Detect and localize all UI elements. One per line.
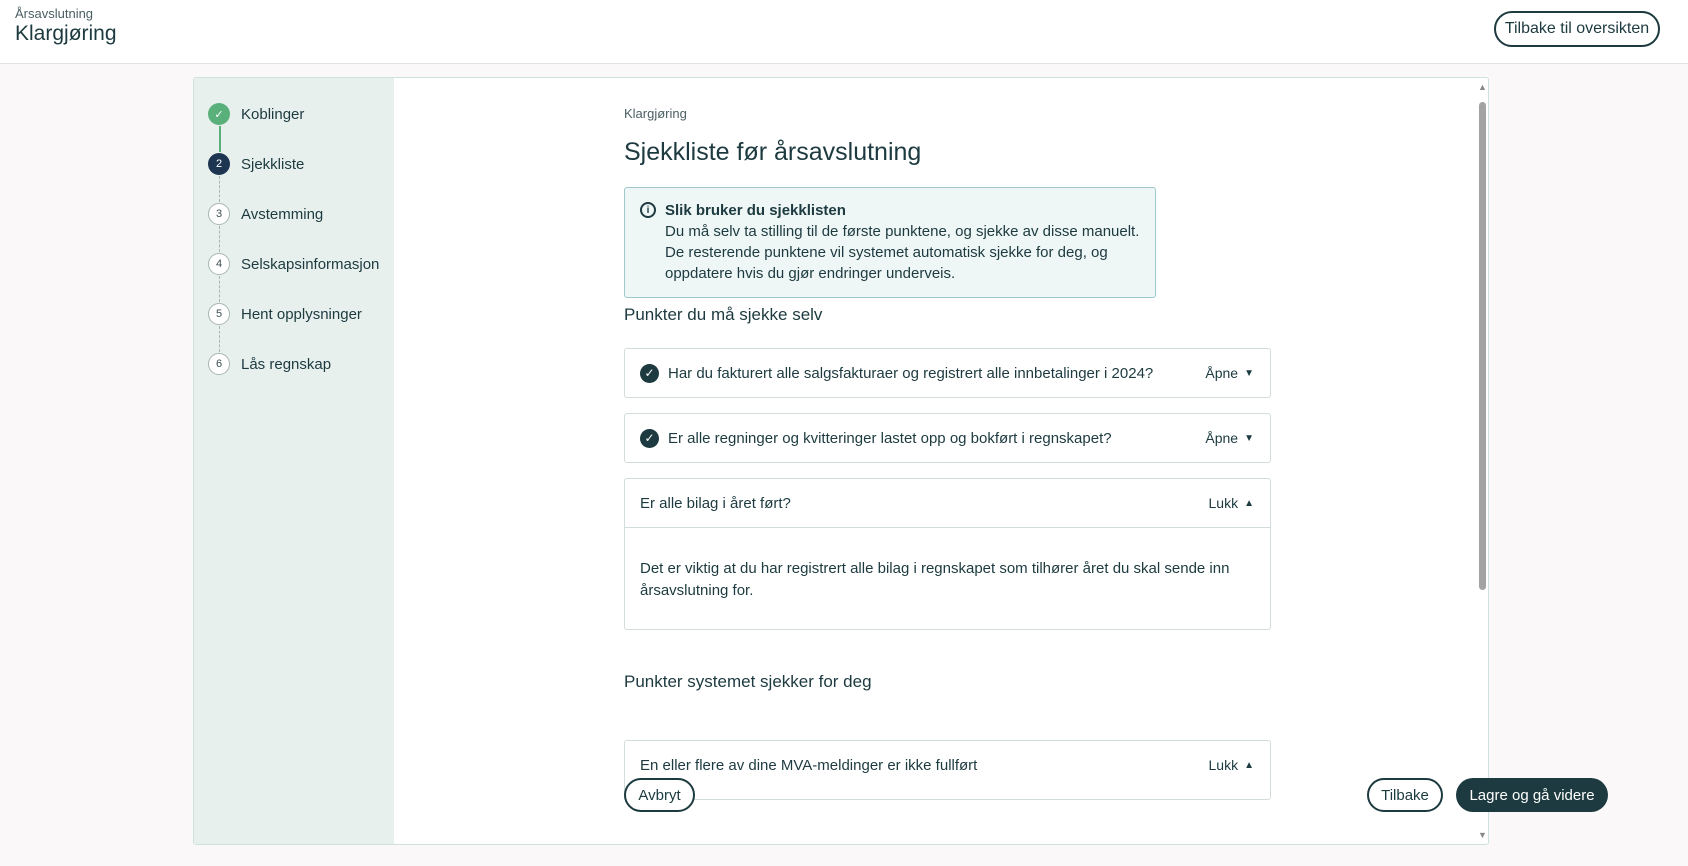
main-content xyxy=(394,78,1469,774)
checklist-item-header[interactable] xyxy=(625,414,1270,462)
scroll-up-icon[interactable]: ▲ xyxy=(1478,82,1487,92)
breadcrumb[interactable]: Årsavslutning xyxy=(15,6,94,21)
step-label: Hent opplysninger xyxy=(241,305,362,323)
wizard-card xyxy=(193,77,1595,845)
step-label: Avstemming xyxy=(241,205,324,223)
top-bar xyxy=(0,0,1688,64)
checklist-item-expanded xyxy=(624,478,1271,630)
info-icon: i xyxy=(640,202,656,218)
checklist-item-body: Det er viktig at du har registrert alle bilag i regnskapet som tilhører året du skal sende inn årsavslutning for. xyxy=(625,527,1270,629)
step-label: Sjekkliste xyxy=(241,155,305,173)
cancel-button[interactable]: Avbryt xyxy=(624,778,695,812)
info-title: Slik bruker du sjekklisten xyxy=(665,202,846,219)
step-connector xyxy=(219,276,220,302)
collapse-toggle[interactable] xyxy=(1209,495,1254,511)
checkmark-icon: ✓ xyxy=(208,103,230,125)
step-label: Koblinger xyxy=(241,105,305,123)
step-selskapsinformasjon[interactable] xyxy=(208,252,379,276)
step-las-regnskap[interactable] xyxy=(208,352,331,376)
expand-toggle[interactable] xyxy=(1205,430,1254,446)
step-sidebar xyxy=(194,78,394,844)
step-avstemming[interactable] xyxy=(208,202,323,226)
chevron-up-icon: ▲ xyxy=(1244,759,1254,771)
checklist-question: En eller flere av dine MVA-meldinger er ikke fullført xyxy=(640,756,978,774)
step-koblinger[interactable] xyxy=(208,102,304,126)
step-label: Lås regnskap xyxy=(241,355,332,373)
scrollbar-thumb[interactable] xyxy=(1479,102,1486,590)
chevron-down-icon: ▼ xyxy=(1244,367,1254,379)
step-sjekkliste[interactable] xyxy=(208,152,304,176)
checklist-question: Er alle regninger og kvitteringer lastet opp og bokført i regnskapet? xyxy=(668,429,1112,447)
wizard-footer xyxy=(394,768,1595,846)
step-connector xyxy=(219,326,220,352)
step-label: Selskapsinformasjon xyxy=(241,255,380,273)
step-hent-opplysninger[interactable] xyxy=(208,302,362,326)
save-and-continue-button[interactable]: Lagre og gå videre xyxy=(1456,778,1608,812)
manual-section-title: Punkter du må sjekke selv xyxy=(624,305,823,324)
back-to-overview-button[interactable]: Tilbake til oversikten xyxy=(1494,11,1660,47)
info-text: Du må selv ta stilling til de første punktene, og sjekke av disse manuelt. De resterende punktene vil systemet automatisk sjekke for deg, og oppdatere hvis du gjør endringer underveis. xyxy=(665,223,1140,282)
checklist-item xyxy=(624,413,1271,463)
scroll-down-icon[interactable]: ▼ xyxy=(1478,830,1487,840)
info-box xyxy=(624,187,1156,298)
step-number: 6 xyxy=(208,353,230,375)
chevron-down-icon: ▼ xyxy=(1244,432,1254,444)
content-title: Sjekkliste før årsavslutning xyxy=(624,138,922,166)
back-button[interactable]: Tilbake xyxy=(1367,778,1443,812)
step-number: 5 xyxy=(208,303,230,325)
checklist-question: Er alle bilag i året ført? xyxy=(640,494,791,512)
system-section-title: Punkter systemet sjekker for deg xyxy=(624,672,872,691)
checklist-item xyxy=(624,348,1271,398)
toggle-label: Lukk xyxy=(1208,757,1239,773)
content-breadcrumb: Klargjøring xyxy=(624,106,687,121)
step-number: 3 xyxy=(208,203,230,225)
toggle-label: Lukk xyxy=(1208,495,1239,511)
step-number: 2 xyxy=(208,153,230,175)
step-connector xyxy=(219,226,220,252)
checkmark-icon[interactable]: ✓ xyxy=(640,429,659,448)
chevron-up-icon: ▲ xyxy=(1244,497,1254,509)
page-title: Klargjøring xyxy=(15,22,117,45)
toggle-label: Åpne xyxy=(1205,365,1239,381)
scrollbar[interactable] xyxy=(1476,78,1490,844)
step-connector xyxy=(219,176,220,202)
expand-toggle[interactable] xyxy=(1205,365,1254,381)
step-number: 4 xyxy=(208,253,230,275)
toggle-label: Åpne xyxy=(1205,430,1239,446)
step-connector xyxy=(219,126,221,152)
checklist-item-header[interactable] xyxy=(625,349,1270,397)
checkmark-icon[interactable]: ✓ xyxy=(640,364,659,383)
checklist-item-header[interactable] xyxy=(625,479,1270,527)
checklist-question: Har du fakturert alle salgsfakturaer og registrert alle innbetalinger i 2024? xyxy=(668,364,1154,382)
